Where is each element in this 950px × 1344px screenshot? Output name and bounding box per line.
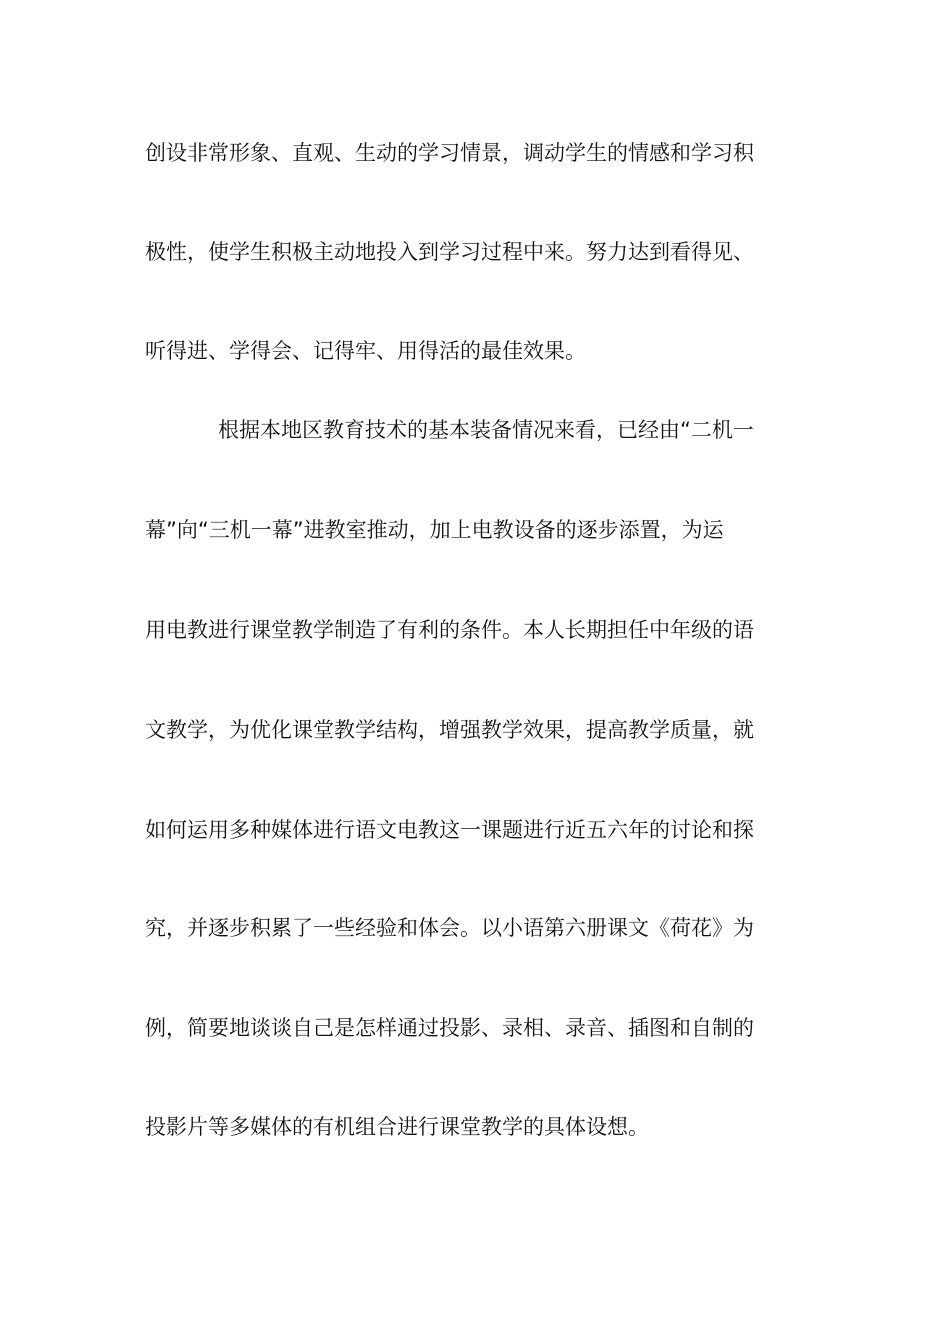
text-line: 投影片等多媒体的有机组合进行课堂教学的具体设想。 [145, 1115, 649, 1139]
text-line: 如何运用多种媒体进行语文电教这一课题进行近五六年的讨论和探 [145, 818, 754, 842]
text-line: 听得进、学得会、记得牢、用得活的最佳效果。 [145, 339, 586, 363]
text-line: 根据本地区教育技术的基本装备情况来看，已经由“二机一 [218, 418, 754, 442]
text-line: 极性，使学生积极主动地投入到学习过程中来。努力达到看得见、 [145, 240, 754, 264]
text-line: 文教学，为优化课堂教学结构，增强教学效果，提高教学质量，就 [145, 718, 754, 742]
text-line: 例，简要地谈谈自己是怎样通过投影、录相、录音、插图和自制的 [145, 1016, 754, 1040]
text-line: 究，并逐步积累了一些经验和体会。以小语第六册课文《荷花》为 [145, 916, 754, 940]
text-line: 幕”向“三机一幕”进教室推动，加上电教设备的逐步添置，为运 [145, 518, 724, 542]
text-line: 创设非常形象、直观、生动的学习情景，调动学生的情感和学习积 [145, 141, 754, 165]
text-line: 用电教进行课堂教学制造了有利的条件。本人长期担任中年级的语 [145, 618, 754, 642]
